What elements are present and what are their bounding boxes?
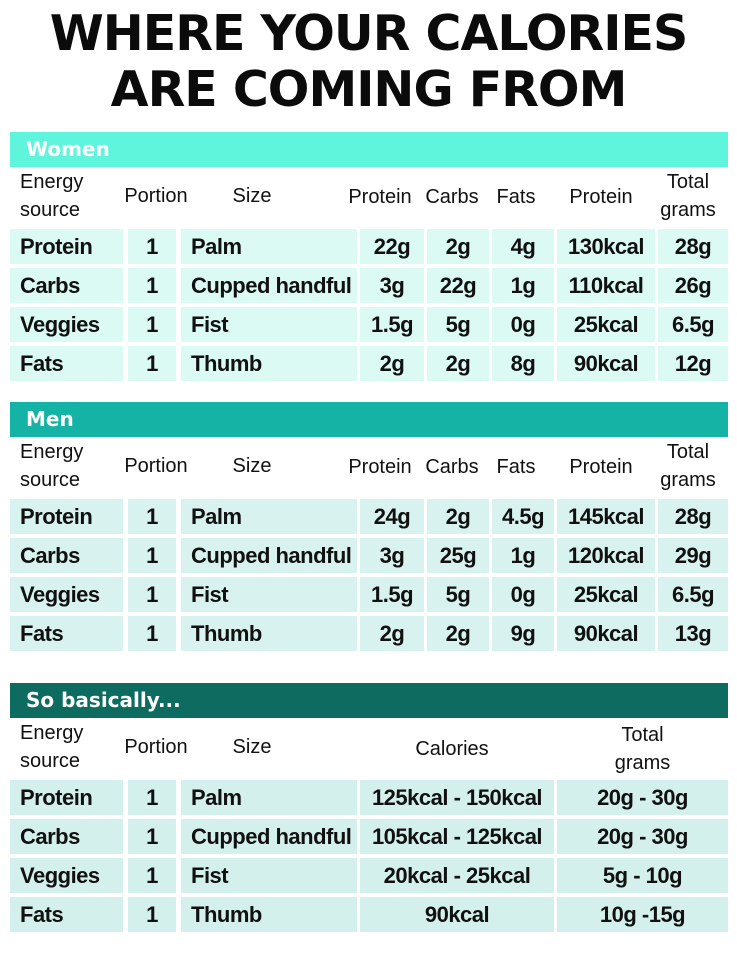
women-band: Women: [10, 132, 728, 167]
summary-cell: 1: [128, 780, 176, 815]
men-table-row: [10, 577, 728, 612]
men-table-row: [10, 499, 728, 534]
men-header-energy: Energy: [20, 441, 84, 463]
summary-cell: 20g - 30g: [557, 780, 728, 815]
women-cell: 110kcal: [557, 268, 655, 303]
men-cell: Fist: [181, 577, 357, 612]
men-cell: 3g: [360, 538, 424, 573]
women-table-row: [10, 346, 728, 381]
women-cell: 1: [128, 268, 176, 303]
men-table-row: [10, 538, 728, 573]
summary-cell: 20kcal - 25kcal: [360, 858, 554, 893]
men-cell: 1: [128, 616, 176, 651]
men-header-carbs: Carbs: [425, 456, 479, 478]
women-header-protein-kcal: Protein: [569, 186, 633, 208]
women-cell: 12g: [658, 346, 728, 381]
women-cell: Carbs: [10, 268, 123, 303]
women-cell: 1.5g: [360, 307, 424, 342]
men-cell: 24g: [360, 499, 424, 534]
men-cell: Cupped handful: [181, 538, 357, 573]
men-cell: Veggies: [10, 577, 123, 612]
summary-table-row: [10, 897, 728, 932]
women-table-row: [10, 268, 728, 303]
women-cell: 22g: [427, 268, 489, 303]
summary-table-row: [10, 780, 728, 815]
men-header-size: Size: [232, 455, 272, 477]
men-cell: 5g: [427, 577, 489, 612]
summary-cell: Veggies: [10, 858, 123, 893]
summary-cell: Thumb: [181, 897, 357, 932]
men-cell: 1: [128, 538, 176, 573]
summary-cell: Palm: [181, 780, 357, 815]
women-header-energy: Energy: [20, 171, 84, 193]
summary-header-portion: Portion: [124, 736, 188, 758]
men-cell: Thumb: [181, 616, 357, 651]
women-cell: 1g: [492, 268, 554, 303]
men-header-source: source: [20, 469, 81, 491]
men-header-portion: Portion: [124, 455, 188, 477]
summary-cell: Cupped handful: [181, 819, 357, 854]
men-cell: Carbs: [10, 538, 123, 573]
summary-cell: 20g - 30g: [557, 819, 728, 854]
women-cell: 22g: [360, 229, 424, 264]
women-header-fats: Fats: [496, 186, 536, 208]
women-cell: 0g: [492, 307, 554, 342]
summary-cell: Fats: [10, 897, 123, 932]
women-cell: 4g: [492, 229, 554, 264]
summary-cell: 105kcal - 125kcal: [360, 819, 554, 854]
summary-table-row: [10, 819, 728, 854]
women-cell: 25kcal: [557, 307, 655, 342]
women-cell: 2g: [427, 346, 489, 381]
women-header-size: Size: [232, 185, 272, 207]
women-cell: Palm: [181, 229, 357, 264]
men-cell: Fats: [10, 616, 123, 651]
men-cell: Palm: [181, 499, 357, 534]
women-cell: 28g: [658, 229, 728, 264]
men-cell: 9g: [492, 616, 554, 651]
women-cell: 26g: [658, 268, 728, 303]
women-cell: Protein: [10, 229, 123, 264]
men-cell: 2g: [427, 499, 489, 534]
women-header-grams: grams: [660, 199, 716, 221]
summary-header-grams: grams: [614, 752, 671, 774]
men-cell: 4.5g: [492, 499, 554, 534]
men-header-total: Total: [666, 441, 710, 463]
summary-cell: 10g -15g: [557, 897, 728, 932]
women-header-source: source: [20, 199, 81, 221]
men-cell: 13g: [658, 616, 728, 651]
men-cell: 0g: [492, 577, 554, 612]
women-cell: 5g: [427, 307, 489, 342]
women-cell: 130kcal: [557, 229, 655, 264]
women-table-row: [10, 307, 728, 342]
women-cell: 1: [128, 229, 176, 264]
women-cell: 1: [128, 307, 176, 342]
title-line-1: WHERE YOUR CALORIES: [49, 5, 688, 62]
women-header-protein: Protein: [348, 186, 412, 208]
men-cell: 2g: [360, 616, 424, 651]
women-cell: 2g: [427, 229, 489, 264]
summary-header-energy: Energy: [20, 722, 84, 744]
women-cell: Fist: [181, 307, 357, 342]
women-cell: Cupped handful: [181, 268, 357, 303]
men-cell: 25kcal: [557, 577, 655, 612]
women-cell: 6.5g: [658, 307, 728, 342]
men-cell: 145kcal: [557, 499, 655, 534]
women-cell: 8g: [492, 346, 554, 381]
summary-cell: 1: [128, 858, 176, 893]
women-cell: 2g: [360, 346, 424, 381]
summary-header-total: Total: [621, 724, 664, 746]
women-header-portion: Portion: [124, 185, 188, 207]
men-header-grams: grams: [660, 469, 716, 491]
summary-cell: 1: [128, 897, 176, 932]
summary-cell: 1: [128, 819, 176, 854]
men-cell: Protein: [10, 499, 123, 534]
men-cell: 25g: [427, 538, 489, 573]
summary-header-size: Size: [232, 736, 272, 758]
women-header-carbs: Carbs: [425, 186, 479, 208]
men-header-protein: Protein: [348, 456, 412, 478]
men-cell: 1.5g: [360, 577, 424, 612]
men-cell: 90kcal: [557, 616, 655, 651]
summary-cell: Protein: [10, 780, 123, 815]
title-line-2: ARE COMING FROM: [110, 61, 627, 118]
summary-cell: 90kcal: [360, 897, 554, 932]
summary-header-source: source: [20, 750, 81, 772]
women-table-row: [10, 229, 728, 264]
men-cell: 120kcal: [557, 538, 655, 573]
summary-header-calories: Calories: [415, 738, 489, 760]
women-cell: 90kcal: [557, 346, 655, 381]
summary-table-row: [10, 858, 728, 893]
men-header-fats: Fats: [496, 456, 536, 478]
women-cell: Fats: [10, 346, 123, 381]
women-cell: Veggies: [10, 307, 123, 342]
summary-band: So basically...: [10, 683, 728, 718]
men-table-row: [10, 616, 728, 651]
men-header-protein-kcal: Protein: [569, 456, 633, 478]
summary-cell: Carbs: [10, 819, 123, 854]
women-cell: 1: [128, 346, 176, 381]
summary-cell: 125kcal - 150kcal: [360, 780, 554, 815]
men-cell: 28g: [658, 499, 728, 534]
men-cell: 1: [128, 499, 176, 534]
men-band: Men: [10, 402, 728, 437]
women-cell: 3g: [360, 268, 424, 303]
men-cell: 29g: [658, 538, 728, 573]
summary-cell: 5g - 10g: [557, 858, 728, 893]
women-header-total: Total: [666, 171, 710, 193]
men-cell: 1: [128, 577, 176, 612]
men-cell: 1g: [492, 538, 554, 573]
men-cell: 6.5g: [658, 577, 728, 612]
men-cell: 2g: [427, 616, 489, 651]
women-cell: Thumb: [181, 346, 357, 381]
summary-cell: Fist: [181, 858, 357, 893]
